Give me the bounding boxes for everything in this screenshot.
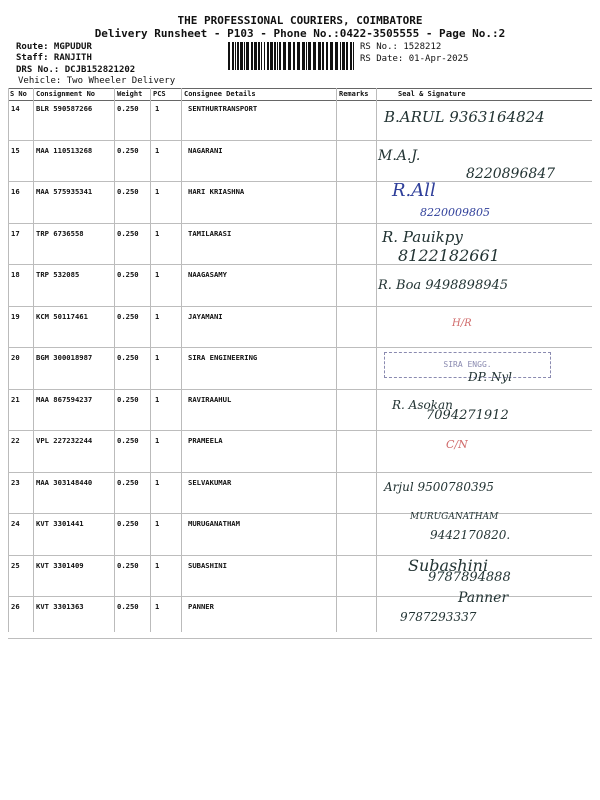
page-subtitle: Delivery Runsheet - P103 - Phone No.:0422-3505555 - Page No.:2: [94, 27, 506, 40]
row-consignment: TRP 6736558: [36, 229, 84, 238]
col-header-pcs: PCS: [153, 90, 166, 98]
barcode-bar: [330, 42, 333, 70]
barcode-bar: [313, 42, 316, 70]
signature-row-25: Subashini: [408, 556, 489, 575]
barcode-bar: [235, 42, 236, 70]
col-divider: [8, 88, 9, 632]
col-header-consignment: Consignment No: [36, 90, 96, 98]
row-sno: 14: [11, 104, 20, 113]
rs-date-label: RS Date: 01-Apr-2025: [360, 54, 469, 64]
barcode-bar: [258, 42, 260, 70]
row-pcs: 1: [155, 519, 160, 528]
barcode-bar: [322, 42, 324, 70]
row-consignment: KVT 3301441: [36, 519, 84, 528]
drs-label: DRS No.: DCJB152821202: [16, 65, 136, 75]
row-separator: [8, 555, 592, 556]
row-separator: [8, 638, 592, 639]
row-weight: 0.250: [117, 187, 139, 196]
barcode-bar: [274, 42, 276, 70]
signature-row-18: R. Boa 9498898945: [378, 278, 509, 293]
barcode-bar: [228, 42, 230, 70]
row-pcs: 1: [155, 104, 160, 113]
row-sno: 22: [11, 436, 20, 445]
row-separator: [8, 264, 592, 265]
row-consignee: JAYAMANI: [188, 312, 223, 321]
barcode-bar: [335, 42, 338, 70]
barcode-bar: [283, 42, 286, 70]
barcode-bar: [237, 42, 239, 70]
barcode-bar: [318, 42, 321, 70]
col-divider: [336, 88, 337, 632]
phone-row-17: 8122182661: [398, 246, 500, 265]
row-separator: [8, 223, 592, 224]
row-consignee: MURUGANATHAM: [188, 519, 240, 528]
row-consignee: SELVAKUMAR: [188, 478, 232, 487]
col-header-weight: Weight: [117, 90, 143, 98]
barcode-bar: [244, 42, 245, 70]
row-pcs: 1: [155, 353, 160, 362]
row-consignee: HARI KRIASHNA: [188, 187, 245, 196]
barcode-bar: [342, 42, 345, 70]
row-weight: 0.250: [117, 478, 139, 487]
row-pcs: 1: [155, 187, 160, 196]
barcode-bar: [340, 42, 341, 70]
row-separator: [8, 389, 592, 390]
row-pcs: 1: [155, 395, 160, 404]
row-consignee: NAGARANI: [188, 146, 223, 155]
barcode-bar: [246, 42, 249, 70]
row-pcs: 1: [155, 312, 160, 321]
row-consignment: KVT 3301363: [36, 602, 84, 611]
row-weight: 0.250: [117, 436, 139, 445]
barcode-bar: [297, 42, 300, 70]
col-header-consignee: Consignee Details: [184, 90, 256, 98]
row-weight: 0.250: [117, 561, 139, 570]
row-sno: 16: [11, 187, 20, 196]
col-divider: [150, 88, 151, 632]
remark-row-19: H/R: [452, 318, 472, 329]
table-header-border: [8, 100, 592, 101]
row-sno: 21: [11, 395, 20, 404]
row-consignee: SIRA ENGINEERING: [188, 353, 258, 362]
row-pcs: 1: [155, 146, 160, 155]
row-weight: 0.250: [117, 146, 139, 155]
page-title: THE PROFESSIONAL COURIERS, COIMBATORE: [177, 14, 423, 27]
row-sno: 23: [11, 478, 20, 487]
barcode-bar: [279, 42, 281, 70]
row-consignment: KCM 50117461: [36, 312, 88, 321]
row-consignee: SENTHURTRANSPORT: [188, 104, 258, 113]
row-pcs: 1: [155, 229, 160, 238]
phone-row-25: 9787894888: [428, 570, 511, 585]
row-consignment: BGM 300018987: [36, 353, 93, 362]
phone-row-26: 9787293337: [400, 610, 477, 624]
row-separator: [8, 306, 592, 307]
row-consignee: NAAGASAMY: [188, 270, 227, 279]
barcode-bar: [353, 42, 354, 70]
col-header-signature: Seal & Signature: [398, 90, 466, 98]
row-separator: [8, 347, 592, 348]
row-sno: 26: [11, 602, 20, 611]
col-divider: [33, 88, 34, 632]
row-consignee: RAVIRAAHUL: [188, 395, 232, 404]
col-header-sno: S No: [10, 90, 27, 98]
barcode-bar: [350, 42, 352, 70]
row-separator: [8, 140, 592, 141]
row-consignment: KVT 3301409: [36, 561, 84, 570]
row-weight: 0.250: [117, 353, 139, 362]
row-weight: 0.250: [117, 104, 139, 113]
row-weight: 0.250: [117, 602, 139, 611]
row-separator: [8, 472, 592, 473]
row-weight: 0.250: [117, 270, 139, 279]
row-pcs: 1: [155, 270, 160, 279]
row-consignment: MAA 110513268: [36, 146, 93, 155]
row-consignee: SUBASHINI: [188, 561, 227, 570]
row-sno: 24: [11, 519, 20, 528]
row-weight: 0.250: [117, 395, 139, 404]
row-consignee: PANNER: [188, 602, 214, 611]
signature-row-15: M.A.J.: [378, 148, 421, 164]
row-sno: 15: [11, 146, 20, 155]
row-separator: [8, 430, 592, 431]
signature-row-16: R.All: [392, 180, 436, 201]
row-pcs: 1: [155, 478, 160, 487]
barcode-bar: [270, 42, 273, 70]
staff-label: Staff: RANJITH: [16, 53, 92, 63]
barcode-bar: [346, 42, 348, 70]
vehicle-label: Vehicle: Two Wheeler Delivery: [18, 76, 176, 86]
barcode-bar: [288, 42, 291, 70]
signature-row-23: Arjul 9500780395: [384, 480, 494, 494]
barcode-bar: [267, 42, 269, 70]
row-sno: 25: [11, 561, 20, 570]
phone-row-16: 8220009805: [420, 206, 490, 219]
signature-row-21: R. Asokan: [392, 398, 453, 412]
phone-row-15: 8220896847: [466, 166, 556, 182]
barcode-bar: [277, 42, 278, 70]
row-separator: [8, 513, 592, 514]
phone-row-21: 7094271912: [426, 408, 509, 423]
col-header-remarks: Remarks: [339, 90, 369, 98]
barcode-bar: [293, 42, 295, 70]
route-label: Route: MGPUDUR: [16, 42, 92, 52]
barcode-bar: [254, 42, 257, 70]
barcode-bar: [326, 42, 328, 70]
row-consignment: TRP 532085: [36, 270, 80, 279]
row-sno: 18: [11, 270, 20, 279]
col-divider: [376, 88, 377, 632]
row-weight: 0.250: [117, 312, 139, 321]
row-pcs: 1: [155, 561, 160, 570]
barcode-bar: [306, 42, 307, 70]
barcode-bar: [264, 42, 265, 70]
table-top-border: [8, 88, 592, 89]
row-pcs: 1: [155, 602, 160, 611]
barcode-bar: [261, 42, 262, 70]
row-weight: 0.250: [117, 519, 139, 528]
row-consignee: PRAMEELA: [188, 436, 223, 445]
remark-row-22: C/N: [446, 438, 468, 451]
col-divider: [114, 88, 115, 632]
signature-row-17: R. Pauikpy: [382, 228, 463, 246]
name-row-24: MURUGANATHAM: [410, 512, 499, 522]
row-consignment: MAA 303148440: [36, 478, 93, 487]
row-consignment: MAA 575935341: [36, 187, 93, 196]
barcode-bar: [251, 42, 253, 70]
col-divider: [181, 88, 182, 632]
row-sno: 17: [11, 229, 20, 238]
rs-no-label: RS No.: 1528212: [360, 42, 442, 52]
row-pcs: 1: [155, 436, 160, 445]
row-consignment: VPL 227232244: [36, 436, 93, 445]
row-weight: 0.250: [117, 229, 139, 238]
barcode-bar: [302, 42, 305, 70]
barcode-image: [228, 42, 354, 70]
barcode-bar: [240, 42, 243, 70]
row-sno: 19: [11, 312, 20, 321]
signature-row-20: DP. Nyl: [468, 370, 513, 384]
row-sno: 20: [11, 353, 20, 362]
row-consignment: MAA 867594237: [36, 395, 93, 404]
barcode-bar: [232, 42, 234, 70]
signature-row-26: Panner: [458, 590, 509, 606]
barcode-bar: [308, 42, 311, 70]
phone-row-24: 9442170820.: [430, 528, 511, 542]
company-stamp-row-20: SIRA ENGG.: [384, 352, 551, 378]
row-consignment: BLR 590587266: [36, 104, 93, 113]
row-consignee: TAMILARASI: [188, 229, 232, 238]
signature-row-14: B.ARUL 9363164824: [384, 108, 545, 126]
